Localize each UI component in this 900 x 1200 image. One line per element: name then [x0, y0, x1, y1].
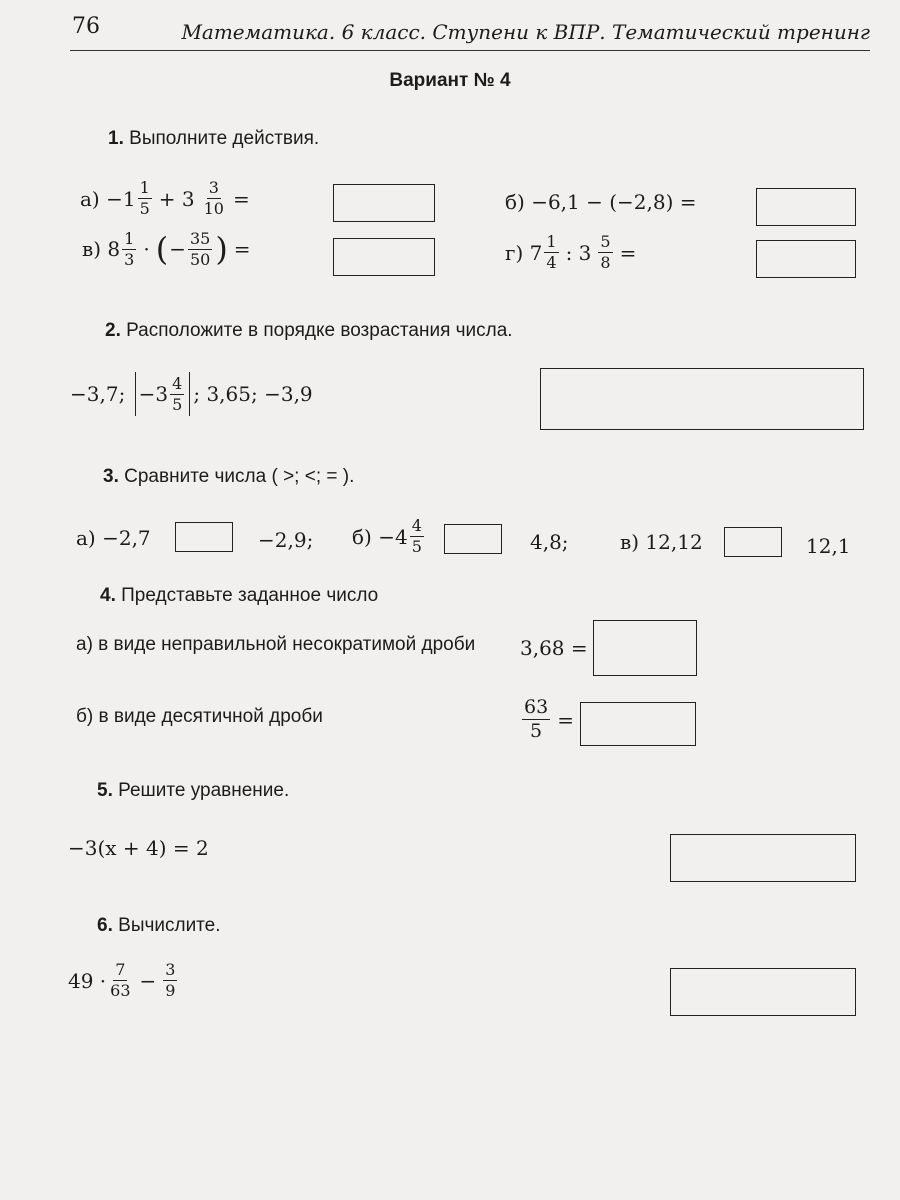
task3-v-left: [620, 530, 703, 554]
task1-g-whole: 7: [529, 240, 543, 265]
task1-v-equals: =: [233, 237, 251, 261]
task5-equation: [68, 836, 209, 860]
task1-v-answer-box[interactable]: [333, 238, 435, 276]
task1-g-answer-box[interactable]: [756, 240, 856, 278]
task2-title: Расположите в порядке возрастания числа.: [126, 320, 513, 341]
task1-number: 1.: [108, 128, 124, 149]
task1-v-dot: ·: [143, 237, 150, 261]
task3-b-fraction: $\frac{4}{5}$: [411, 516, 422, 556]
task1-v-fraction2: $\frac{35}{50}$: [189, 228, 211, 269]
task1-v-close-paren: ): [215, 230, 228, 268]
task4-title: Представьте заданное число: [121, 585, 379, 606]
task4-a-answer-box[interactable]: [593, 620, 697, 676]
task2-number: 2.: [105, 320, 121, 341]
task1-v-label: в): [82, 237, 102, 261]
task1-a-fraction1: $\frac{1}{5}$: [139, 178, 150, 218]
task3-b-answer-box[interactable]: [444, 524, 502, 554]
task3-a-left: [76, 526, 151, 550]
page-number: 76: [72, 14, 100, 39]
task1-g-fraction1: $\frac{1}{4}$: [546, 232, 557, 272]
task1-a-answer-box[interactable]: [333, 184, 435, 222]
task4-a-number: 3,68 =: [520, 636, 588, 660]
task6-title: Вычислите.: [118, 915, 221, 936]
task1-a-label: а): [80, 186, 100, 211]
task2-heading: [105, 320, 513, 342]
task3-v-right: [806, 534, 851, 558]
task4-b-value: [520, 698, 579, 741]
task5-equation-text: −3(x + 4) = 2: [68, 836, 209, 860]
task1-a-expression: [80, 180, 255, 217]
task4-heading: [100, 585, 378, 607]
task3-number: 3.: [103, 466, 119, 487]
task4-a-value: [520, 636, 588, 660]
task5-number: 5.: [97, 780, 113, 801]
task3-heading: [103, 466, 354, 488]
task3-a-answer-box[interactable]: [175, 522, 233, 552]
task2-number-1: −3,7;: [70, 382, 126, 406]
task6-minus: −: [139, 968, 157, 993]
header-divider: [70, 50, 870, 51]
task3-a-label: а) −2,7: [76, 526, 151, 550]
task1-v-fraction1: $\frac{1}{3}$: [124, 228, 135, 269]
task2-numbers: [70, 372, 313, 416]
task4-b-fraction: $\frac{63}{5}$: [524, 696, 549, 742]
task3-b-left: [352, 518, 426, 555]
task3-b-right: [530, 530, 569, 554]
abs-bar-left: [135, 372, 136, 416]
task3-b-right-value: 4,8;: [530, 530, 569, 554]
task1-b-answer-box[interactable]: [756, 188, 856, 226]
task1-title: Выполните действия.: [129, 128, 320, 149]
task1-b-label: б): [505, 190, 525, 214]
task3-b-label: б) −4: [352, 524, 408, 549]
task3-a-right: [258, 528, 313, 552]
variant-title: Вариант № 4: [389, 70, 511, 91]
abs-bar-right: [189, 372, 190, 416]
task1-v-open-paren: (: [155, 230, 169, 268]
task2-number-3: 3,65;: [206, 382, 258, 406]
task1-g-equals: =: [619, 240, 637, 265]
task3-a-right-value: −2,9;: [258, 528, 314, 552]
task4-b-equals: =: [557, 707, 574, 732]
task2-answer-box[interactable]: [540, 368, 864, 430]
task6-number: 6.: [97, 915, 113, 936]
task1-b-text: −6,1 − (−2,8) =: [531, 190, 697, 214]
task2-number-2-fraction: $\frac{4}{5}$: [172, 373, 183, 414]
task1-g-expression: [505, 234, 641, 271]
task2-number-2-separator: ;: [193, 382, 201, 406]
task1-g-fraction2: $\frac{5}{8}$: [600, 232, 611, 272]
task1-a-equals: =: [232, 186, 250, 211]
task3-title: Сравните числа ( >; <; = ).: [124, 466, 355, 487]
task4-b-answer-box[interactable]: [580, 702, 696, 746]
task6-heading: [97, 915, 221, 937]
task6-expression: [68, 962, 179, 999]
task4-b-label: б) в виде десятичной дроби: [76, 706, 323, 727]
task6-answer-box[interactable]: [670, 968, 856, 1016]
task1-a-sign: −1: [106, 186, 136, 211]
task1-a-op: + 3: [158, 186, 195, 211]
task1-a-fraction2: $\frac{3}{10}$: [203, 178, 224, 218]
task1-g-label: г): [505, 240, 524, 265]
task2-number-4: −3,9: [264, 382, 313, 406]
task1-heading: [108, 128, 319, 150]
task6-fraction2: $\frac{3}{9}$: [165, 960, 176, 1000]
task3-v-right-value: 12,1: [806, 534, 851, 558]
task1-v-whole: 8: [107, 237, 121, 261]
task1-v-minus: −: [169, 237, 186, 261]
task3-v-label: в) 12,12: [620, 530, 703, 554]
task3-v-answer-box[interactable]: [724, 527, 782, 557]
task6-fraction1: $\frac{7}{63}$: [110, 960, 131, 1000]
task1-v-expression: [82, 230, 256, 268]
running-title: Математика. 6 класс. Ступени к ВПР. Тематический тренинг: [181, 20, 870, 44]
task6-whole: 49 ·: [68, 968, 107, 993]
task5-heading: [97, 780, 289, 802]
task4-number: 4.: [100, 585, 116, 606]
task2-number-2-sign: −3: [138, 382, 169, 406]
task1-b-expression: [505, 190, 697, 214]
task1-g-op: : 3: [565, 240, 592, 265]
task5-title: Решите уравнение.: [118, 780, 290, 801]
task4-a-label: а) в виде неправильной несократимой дроби: [76, 634, 476, 655]
task5-answer-box[interactable]: [670, 834, 856, 882]
